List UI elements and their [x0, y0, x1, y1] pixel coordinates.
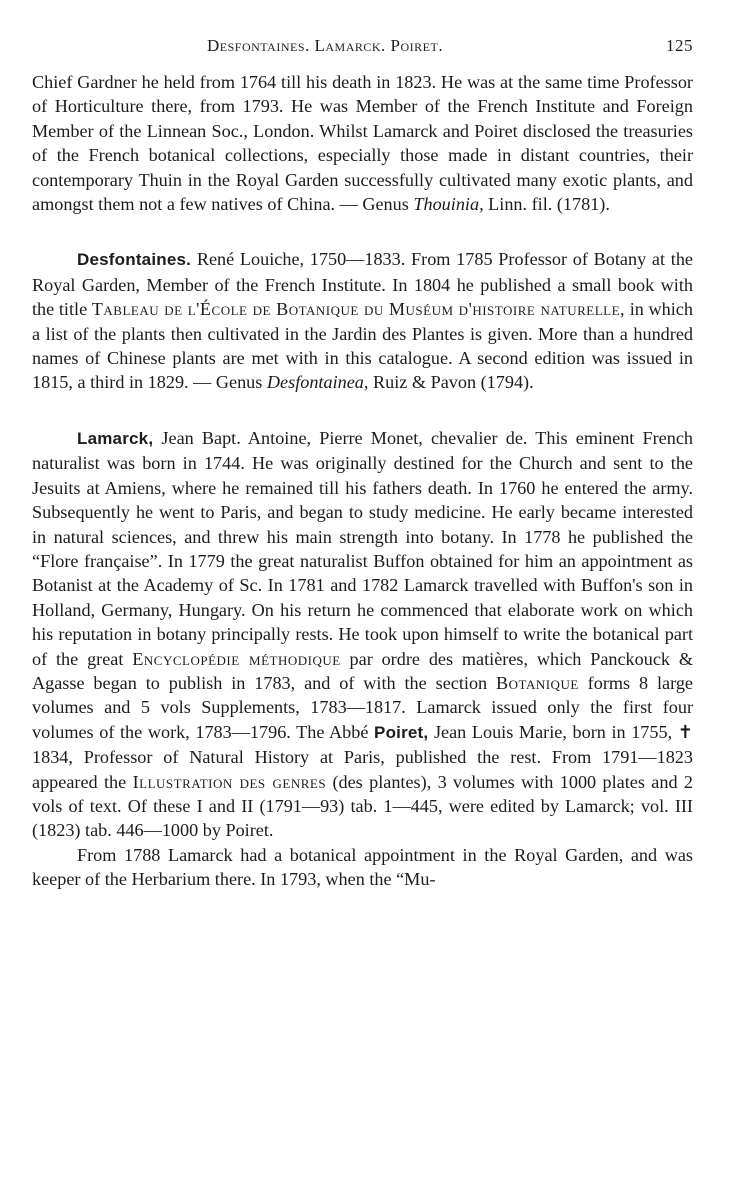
- entry-text: Jean Louis Marie, born in 1755, ✝ 1834, Professor of Natural History at Paris, published the rest. From 1791—1823 appeared the: [32, 721, 693, 792]
- entry-text: in which a list of the plants then cultivated in the Jardin des Plantes is given. More than a hundred names of Chinese plants are met with in this catalogue. A second edition was issued in 1815, a third in 1829. — Genus: [32, 299, 693, 393]
- entry-text: Ruiz & Pavon (1794).: [368, 372, 534, 393]
- paragraph-thuin: [32, 70, 693, 216]
- book-title: Tableau de l'École de Botanique du Muséum d'histoire naturelle,: [91, 299, 626, 320]
- genus-name: Thouinia,: [413, 194, 484, 215]
- paragraph-text: Chief Gardner he held from 1764 till his death in 1823. He was at the same time Professor of Horticulture there, from 1793. He was Member of the French Institute and Foreign Member of the Linnean Soc., London. Whilst Lamarck and Poiret disclosed the treasuries of the French botanical collections, especially those made in distant countries, their contemporary Thuin in the Royal Garden successfully cultivated many exotic plants, and amongst them not a few natives of China. — Genus: [32, 72, 693, 215]
- entry-text: René Louiche, 1750—1833. From 1785 Professor of Botany at the Royal Garden, Member of the French Institute. In 1804 he published a small book with the title: [32, 249, 693, 320]
- book-title: Illustration des genres: [132, 771, 327, 792]
- entry-desfontaines: [32, 247, 693, 394]
- entry-heading-poiret: Poiret,: [374, 722, 429, 742]
- paragraph-text: Linn. fil. (1781).: [483, 194, 610, 215]
- entry-text: forms 8 large volumes and 5 vols Supplements, 1783—1817. Lamarck issued only the first four volumes of the work, 1783—1796. The Abbé: [32, 672, 694, 742]
- entry-heading: Lamarck,: [77, 428, 154, 448]
- running-title: Desfontaines. Lamarck. Poiret.: [207, 36, 444, 55]
- paragraph-text: From 1788 Lamarck had a botanical appointment in the Royal Garden, and was keeper of the Herbarium there. In 1793, when the “Mu-: [32, 844, 693, 890]
- section-title: Botanique: [496, 672, 579, 693]
- genus-name: Desfontainea,: [266, 372, 369, 393]
- entry-lamarck: [32, 426, 693, 843]
- paragraph-lamarck-appointment: [32, 843, 693, 892]
- entry-text: par ordre des matières, which Panckouck & Agasse began to publish in 1783, and of with the section: [32, 648, 694, 693]
- book-title: Encyclopédie méthodique: [132, 648, 341, 669]
- entry-text: Jean Bapt. Antoine, Pierre Monet, chevalier de. This eminent French naturalist was born in 1744. He was originally destined for the Church and sent to the Jesuits at Amiens, where he remained till his fathers death. In 1760 he entered the army. Subsequently he went to Paris, and began to study medicine. He early became interested in natural sciences, and threw his main strength into botany. In 1778 he published the “Flore française”. In 1779 the great naturalist Buffon obtained for him an appointment as Botanist at the Academy of Sc. In 1781 and 1782 Lamarck travelled with Buffon's son in Holland, Germany, Hungary. On his return he commenced that elaborate work on which his reputation in botany principally rests. He took upon himself to write the botanical part of the great: [32, 427, 693, 669]
- running-head: [32, 36, 693, 70]
- entry-heading: Desfontaines.: [77, 250, 192, 270]
- page-number: 125: [666, 36, 693, 55]
- entry-text: (des plantes), 3 volumes with 1000 plates and 2 vols of text. Of these I and II (1791—93) tab. 1—445, were edited by Lamarck; vol. III (1823) tab. 446—1000 by Poiret.: [32, 771, 693, 841]
